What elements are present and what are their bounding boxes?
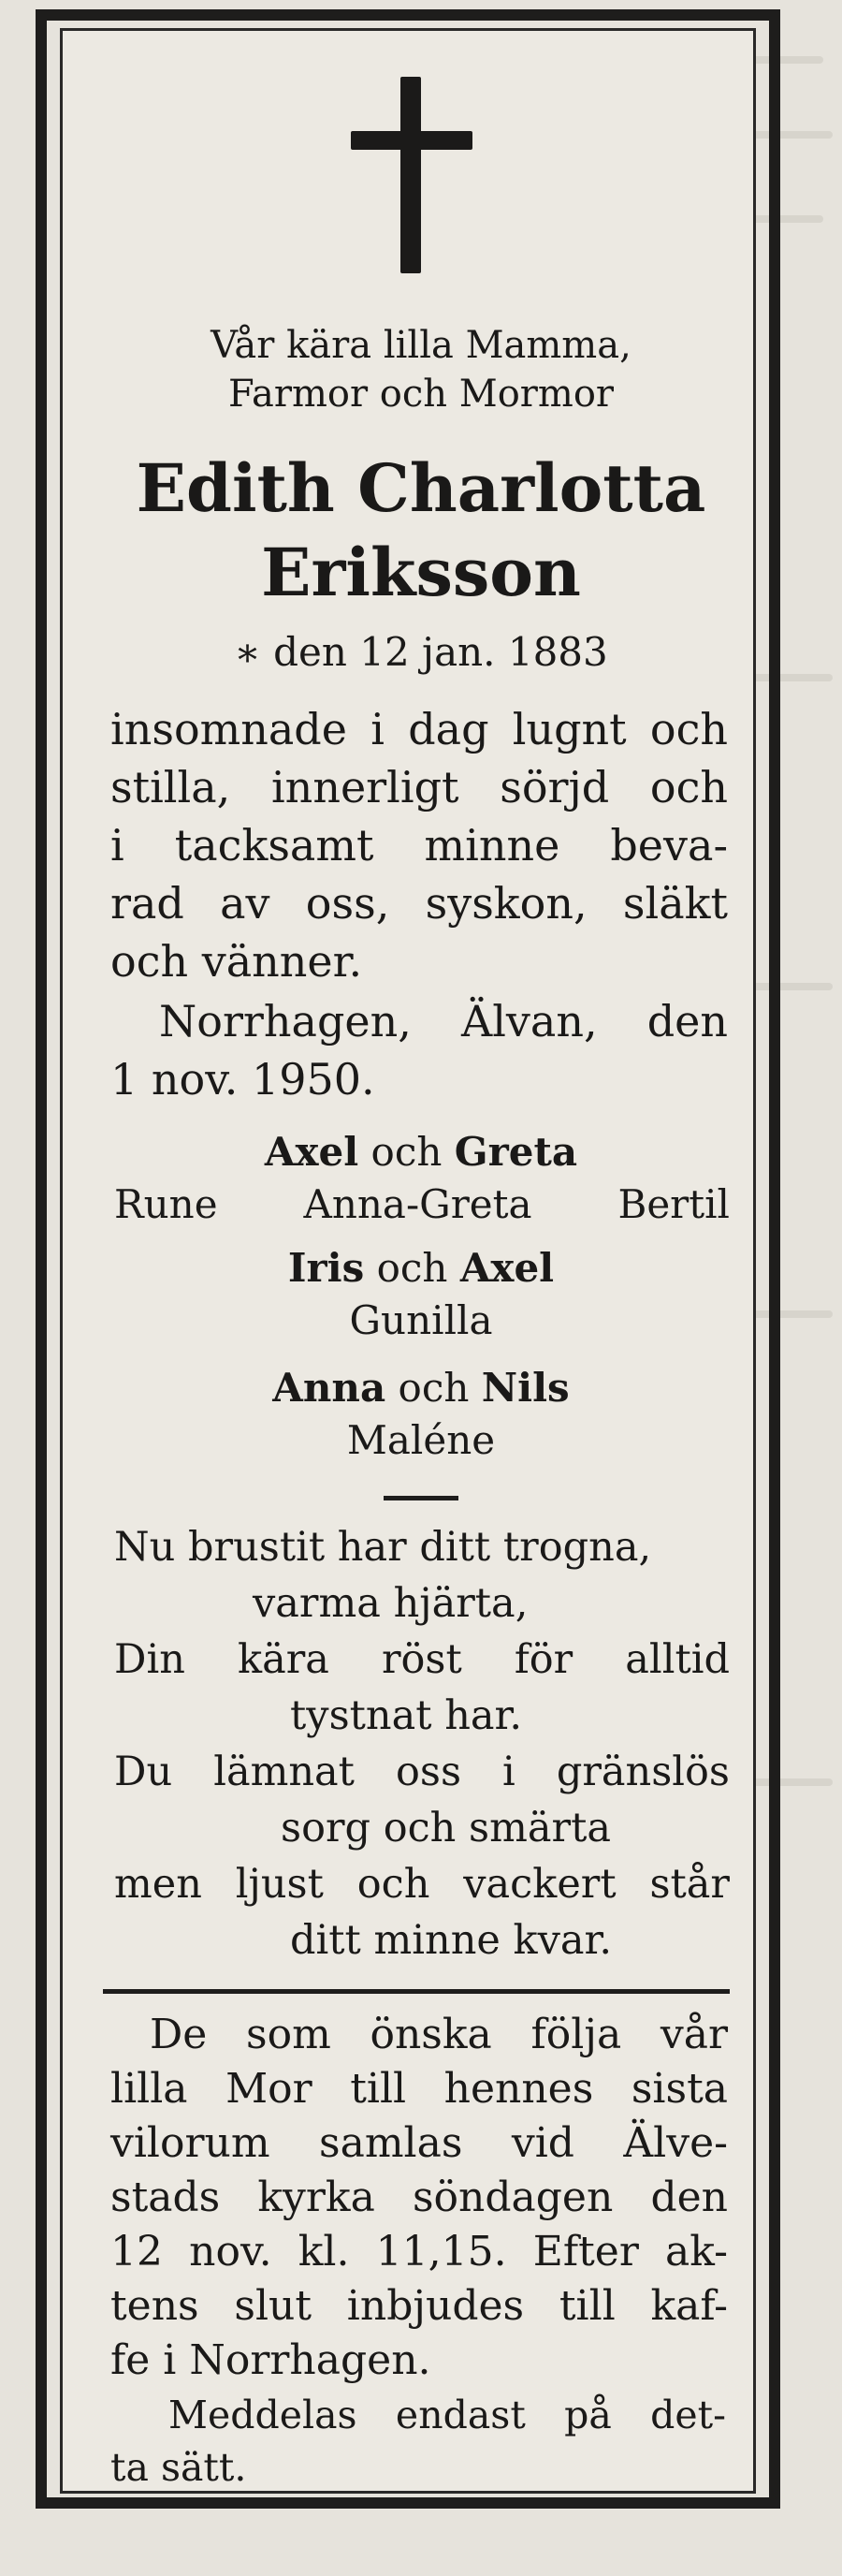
- deceased-name-line-1: Edith Charlotta: [136, 449, 706, 527]
- poem-line: Nu brustit har ditt trogna,: [114, 1524, 652, 1571]
- long-divider: [103, 1989, 730, 1994]
- couple-1-name-a: Axel: [264, 1129, 359, 1175]
- closing-line: Meddelas endast på det-: [168, 2393, 726, 2437]
- poem-line: ditt minne kvar.: [290, 1917, 613, 1964]
- funeral-line: fe i Norrhagen.: [110, 2336, 431, 2384]
- funeral-line: stads kyrka söndagen den: [110, 2174, 728, 2221]
- intro-line-2: Farmor och Mormor: [227, 373, 615, 416]
- funeral-line: lilla Mor till hennes sista: [110, 2065, 728, 2113]
- poem-line: men ljust och vackert står: [114, 1861, 730, 1908]
- family-couple-2: [103, 1245, 739, 1291]
- poem-line: Du lämnat oss i gränslös: [114, 1749, 730, 1795]
- message-line: stilla, innerligt sörjd och: [110, 762, 728, 812]
- family-children-2: Gunilla: [349, 1297, 493, 1343]
- short-divider: [384, 1496, 458, 1500]
- couple-2-name-b: Axel: [459, 1245, 555, 1291]
- couple-1-and: och: [370, 1129, 443, 1175]
- family-couple-3: [103, 1365, 739, 1411]
- couple-3-name-a: Anna: [272, 1365, 386, 1411]
- family-children-3: Maléne: [346, 1417, 496, 1463]
- couple-3-name-b: Nils: [481, 1365, 570, 1411]
- closing-line: ta sätt.: [110, 2445, 247, 2490]
- poem-line: sorg och smärta: [281, 1805, 611, 1852]
- couple-2-name-a: Iris: [287, 1245, 365, 1291]
- funeral-line: 12 nov. kl. 11,15. Efter ak-: [110, 2228, 728, 2276]
- funeral-line: vilorum samlas vid Älve-: [110, 2119, 728, 2167]
- poem-line: tystnat har.: [290, 1692, 523, 1739]
- deceased-name-line-2: Eriksson: [261, 534, 581, 611]
- couple-3-and: och: [398, 1365, 470, 1411]
- poem-line: Din kära röst för alltid: [114, 1636, 730, 1683]
- family-children-1: Rune Anna-Greta Bertil: [114, 1181, 730, 1227]
- poem-line: varma hjärta,: [253, 1580, 529, 1627]
- message-line: rad av oss, syskon, släkt: [110, 878, 728, 929]
- couple-1-name-b: Greta: [454, 1129, 578, 1175]
- message-line: insomnade i dag lugnt och: [110, 704, 728, 754]
- cross-icon: [351, 77, 472, 273]
- couple-2-and: och: [376, 1245, 448, 1291]
- intro-line-1: Vår kära lilla Mamma,: [210, 324, 632, 367]
- message-line: i tacksamt minne beva-: [110, 820, 728, 871]
- birth-date: ∗ den 12 jan. 1883: [234, 629, 608, 675]
- message-line: och vänner.: [110, 936, 363, 987]
- place-date-line-1: Norrhagen, Älvan, den: [159, 996, 728, 1046]
- funeral-line: tens slut inbjudes till kaf-: [110, 2282, 728, 2330]
- family-couple-1: [103, 1129, 739, 1175]
- funeral-line: De som önska följa vår: [150, 2011, 728, 2058]
- place-date-line-2: 1 nov. 1950.: [110, 1054, 375, 1105]
